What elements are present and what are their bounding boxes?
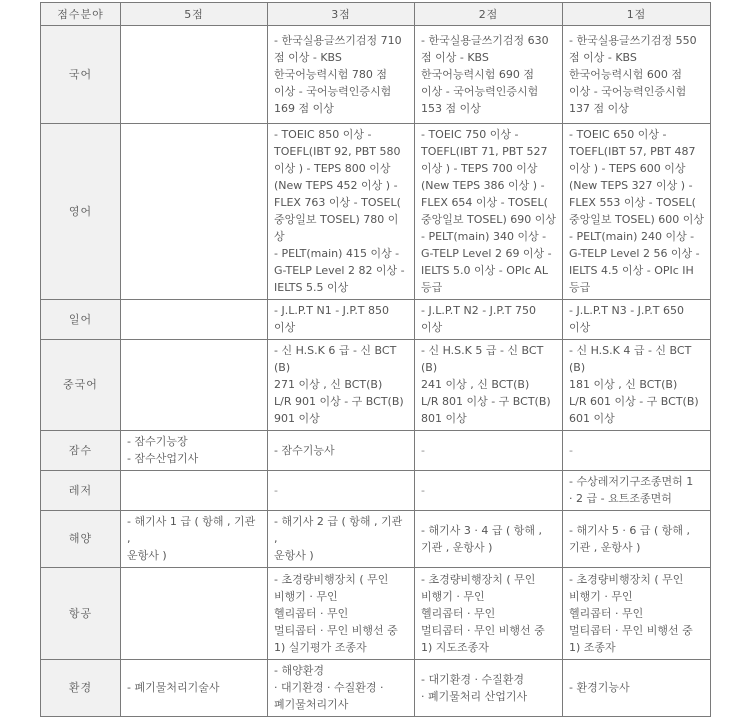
cell-3-points [268,471,415,511]
cell-text-line: 기관 , 운항사 ) [421,540,493,554]
cell-3-points [268,26,415,124]
row-field-label: 일어 [41,300,121,340]
cell-text-line: 1) 조종자 [569,640,616,654]
cell-text-line: 한국어능력시험 600 점 [569,67,682,81]
cell-text-line: 137 점 이상 [569,101,629,115]
cell-text-line: - 폐기물처리기술사 [127,681,220,694]
cell-text-line: - 해기사 2 급 ( 항해 , 기관 , [274,515,403,545]
table-row [41,124,711,300]
header-1-point: 1점 [563,3,711,26]
cell-text-line: 271 이상 , 신 BCT(B) [274,378,383,391]
cell-text-line: - 해기사 3 · 4 급 ( 항해 , [421,523,542,537]
cell-text-line: IELTS 5.0 이상 - OPIc AL [421,264,548,277]
cell-text-line: · 폐기물처리 산업기사 [421,689,528,703]
cell-text-line: 헬리콥터 · 무인 [274,606,349,620]
cell-5-points [121,340,268,431]
row-field-label: 환경 [41,660,121,717]
cell-text-line: 헬리콥터 · 무인 [569,606,644,620]
cell-text-line: - PELT(main) 415 이상 - [274,247,400,260]
table-row [41,340,711,431]
header-2-points: 2점 [415,3,563,26]
cell-text-line: 241 이상 , 신 BCT(B) [421,378,530,391]
cell-text-line: - 대기환경 · 수질환경 [421,672,524,686]
row-field-label: 영어 [41,124,121,300]
cell-text-line: 801 이상 [421,412,467,425]
cell-2-points [415,431,563,471]
cell-3-points [268,340,415,431]
header-row [41,3,711,26]
table-row [41,431,711,471]
cell-text-line: - 해양환경 [274,664,324,677]
cell-text-line: 901 이상 [274,412,320,425]
cell-text-line: 이상 - 국어능력인증시험 [569,84,687,98]
cell-5-points [121,26,268,124]
score-table [40,2,711,717]
cell-text-line: (New TEPS 452 이상 ) - [274,179,398,192]
cell-5-points [121,660,268,717]
cell-text-line: 이상 [569,321,591,334]
cell-3-points [268,431,415,471]
cell-text-line: - [421,443,425,457]
cell-text-line: - TOEIC 650 이상 - [569,128,667,141]
cell-text-line: - 한국실용글쓰기검정 630 [421,33,549,47]
cell-text-line: 비행기 · 무인 [421,589,485,603]
cell-text-line: 헬리콥터 · 무인 [421,606,496,620]
cell-text-line: 운항사 ) [127,549,167,562]
cell-2-points [415,511,563,568]
cell-text-line: 등급 [421,281,443,294]
row-field-label: 중국어 [41,340,121,431]
cell-text-line: 멀티콥터 · 무인 비행선 중 [421,623,545,637]
cell-text-line: - J.L.P.T N1 - J.P.T 850 [274,304,390,317]
cell-1-point [563,26,711,124]
cell-3-points [268,511,415,568]
cell-text-line: - 해기사 1 급 ( 항해 , 기관 , [127,515,256,545]
cell-text-line: - [274,483,278,497]
cell-text-line: TOEFL(IBT 57, PBT 487 [569,145,696,158]
cell-3-points [268,568,415,660]
cell-text-line: 점 이상 - KBS [421,50,489,64]
table-row [41,568,711,660]
cell-text-line: - 초경량비행장치 ( 무인 [569,572,684,586]
table-body [41,26,711,717]
cell-1-point [563,568,711,660]
cell-text-line: - 초경량비행장치 ( 무인 [421,572,536,586]
cell-2-points [415,471,563,511]
cell-1-point [563,124,711,300]
table-row [41,471,711,511]
cell-text-line: 중앙일보 TOSEL) 780 이상 [274,213,399,243]
cell-text-line: 한국어능력시험 780 점 [274,67,387,81]
cell-text-line: - 한국실용글쓰기검정 550 [569,33,697,47]
row-field-label: 해양 [41,511,121,568]
row-field-label: 항공 [41,568,121,660]
cell-text-line: 이상 ) - TEPS 700 이상 [421,162,538,175]
row-field-label: 레저 [41,471,121,511]
cell-text-line: - TOEIC 850 이상 - [274,128,372,141]
cell-text-line: 비행기 · 무인 [274,589,338,603]
cell-text-line: FLEX 654 이상 - TOSEL( [421,196,548,209]
cell-text-line: FLEX 763 이상 - TOSEL( [274,196,401,209]
cell-text-line: - PELT(main) 340 이상 - [421,230,547,243]
cell-2-points [415,568,563,660]
header-3-points: 3점 [268,3,415,26]
cell-text-line: - 잠수기능사 [274,443,335,457]
cell-text-line: 이상 ) - TEPS 600 이상 [569,162,686,175]
cell-text-line: - 초경량비행장치 ( 무인 [274,572,389,586]
cell-text-line: IELTS 4.5 이상 - OPIc IH [569,264,694,277]
cell-text-line: 중앙일보 TOSEL) 600 이상 [569,213,704,226]
cell-text-line: - 신 H.S.K 5 급 - 신 BCT(B) [421,344,544,374]
cell-1-point [563,511,711,568]
table-row [41,26,711,124]
cell-text-line: - 한국실용글쓰기검정 710 [274,33,402,47]
table-row [41,300,711,340]
cell-text-line: - J.L.P.T N3 - J.P.T 650 [569,304,685,317]
cell-text-line: 1) 실기평가 조종자 [274,640,367,654]
cell-text-line: · 2 급 - 요트조종면허 [569,492,672,505]
cell-text-line: 이상 - 국어능력인증시험 [421,84,539,98]
cell-text-line: - TOEIC 750 이상 - [421,128,519,141]
cell-text-line: L/R 801 이상 - 구 BCT(B) [421,395,551,408]
table-header [41,3,711,26]
cell-text-line: 이상 ) - TEPS 800 이상 [274,162,391,175]
cell-text-line: G-TELP Level 2 56 이상 - [569,247,700,260]
cell-text-line: TOEFL(IBT 71, PBT 527 [421,145,548,158]
cell-text-line: 중앙일보 TOSEL) 690 이상 [421,213,556,226]
cell-2-points [415,660,563,717]
cell-text-line: 비행기 · 무인 [569,589,633,603]
cell-text-line: 이상 [274,321,296,334]
cell-text-line: 169 점 이상 [274,101,334,115]
cell-text-line: FLEX 553 이상 - TOSEL( [569,196,696,209]
cell-1-point [563,300,711,340]
row-field-label: 잠수 [41,431,121,471]
cell-text-line: 601 이상 [569,412,615,425]
cell-3-points [268,660,415,717]
cell-text-line: TOEFL(IBT 92, PBT 580 [274,145,401,158]
cell-2-points [415,340,563,431]
cell-text-line: 운항사 ) [274,549,314,562]
cell-text-line: IELTS 5.5 이상 [274,281,349,294]
cell-text-line: 기관 , 운항사 ) [569,540,641,554]
cell-text-line: L/R 601 이상 - 구 BCT(B) [569,395,699,408]
cell-text-line: (New TEPS 386 이상 ) - [421,179,545,192]
cell-2-points [415,124,563,300]
cell-text-line: 점 이상 - KBS [569,50,637,64]
cell-5-points [121,511,268,568]
cell-5-points [121,568,268,660]
cell-3-points [268,300,415,340]
cell-text-line: - 잠수산업기사 [127,452,199,465]
cell-text-line: - 해기사 5 · 6 급 ( 항해 , [569,523,690,537]
cell-text-line: - 환경기능사 [569,681,630,694]
cell-text-line: 멀티콥터 · 무인 비행선 중 [274,623,398,637]
cell-text-line: 폐기물처리기사 [274,698,349,711]
cell-text-line: - 신 H.S.K 4 급 - 신 BCT(B) [569,344,692,374]
cell-text-line: - 수상레저기구조종면허 1 [569,475,694,488]
cell-text-line: - 잠수기능장 [127,435,188,448]
table-row [41,511,711,568]
cell-2-points [415,300,563,340]
header-field: 점수분야 [41,3,121,26]
table-row [41,660,711,717]
cell-text-line: - J.L.P.T N2 - J.P.T 750 [421,304,537,317]
cell-1-point [563,660,711,717]
cell-text-line: 멀티콥터 · 무인 비행선 중 [569,623,693,637]
cell-text-line: G-TELP Level 2 69 이상 - [421,247,552,260]
cell-2-points [415,26,563,124]
cell-text-line: - 신 H.S.K 6 급 - 신 BCT(B) [274,344,397,374]
cell-5-points [121,300,268,340]
cell-1-point [563,340,711,431]
cell-5-points [121,431,268,471]
cell-1-point [563,431,711,471]
cell-text-line: - PELT(main) 240 이상 - [569,230,695,243]
cell-text-line: 153 점 이상 [421,101,481,115]
cell-3-points [268,124,415,300]
cell-text-line: (New TEPS 327 이상 ) - [569,179,693,192]
cell-text-line: 이상 - 국어능력인증시험 [274,84,392,98]
cell-5-points [121,124,268,300]
cell-text-line: · 대기환경 · 수질환경 · [274,681,384,694]
cell-text-line: 등급 [569,281,591,294]
cell-text-line: 1) 지도조종자 [421,640,489,654]
cell-text-line: 181 이상 , 신 BCT(B) [569,378,678,391]
cell-text-line: G-TELP Level 2 82 이상 - [274,264,405,277]
cell-text-line: 이상 [421,321,443,334]
cell-1-point [563,471,711,511]
cell-5-points [121,471,268,511]
cell-text-line: L/R 901 이상 - 구 BCT(B) [274,395,404,408]
header-5-points: 5점 [121,3,268,26]
cell-text-line: - [421,483,425,497]
cell-text-line: 점 이상 - KBS [274,50,342,64]
cell-text-line: 한국어능력시험 690 점 [421,67,534,81]
cell-text-line: - [569,443,573,457]
row-field-label: 국어 [41,26,121,124]
